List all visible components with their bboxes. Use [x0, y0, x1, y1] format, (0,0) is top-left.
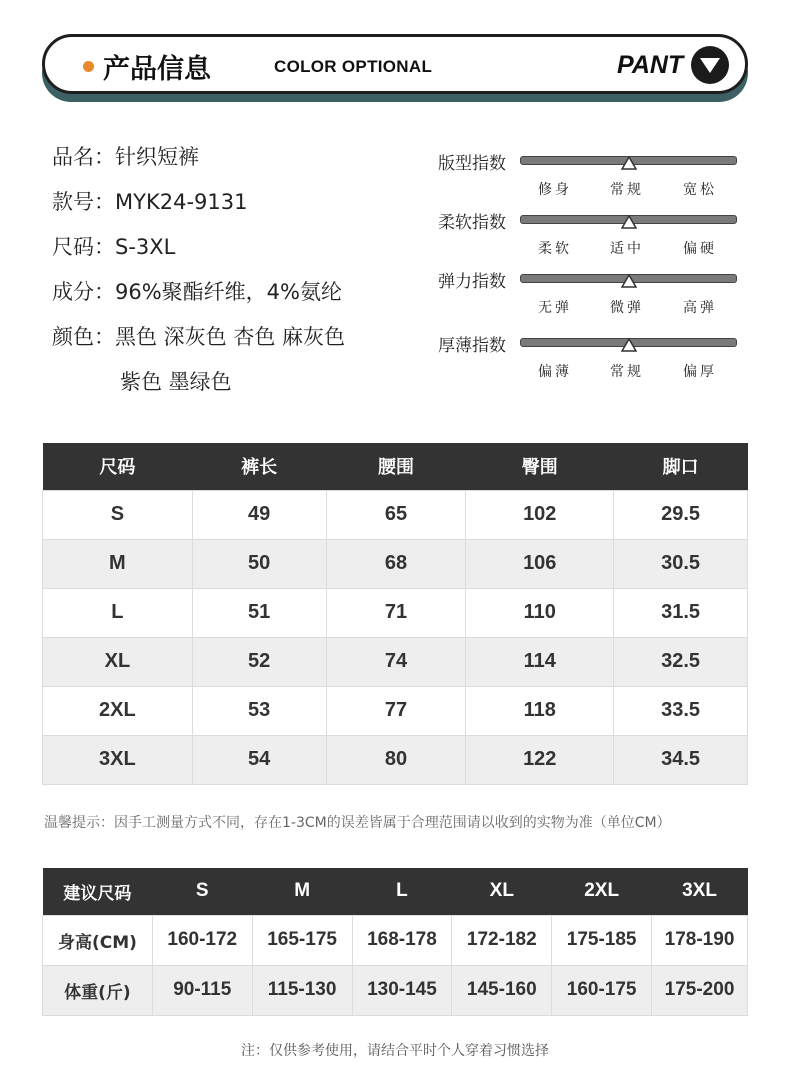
size-table [42, 443, 748, 785]
col-header: L [352, 868, 452, 915]
table-cell: 168-178 [352, 915, 452, 965]
table-cell: 34.5 [614, 735, 748, 784]
table-cell: 50 [192, 539, 326, 588]
table-cell: 160-172 [152, 915, 252, 965]
table-cell: S [43, 490, 193, 539]
col-header: 建议尺码 [43, 868, 153, 915]
table-cell: 122 [466, 735, 614, 784]
table-cell: 53 [192, 686, 326, 735]
table-cell: 130-145 [352, 965, 452, 1015]
table-cell: 2XL [43, 686, 193, 735]
product-composition-label: 成分： [52, 280, 115, 304]
footer-note: 注：仅供参考使用，请结合平时个人穿着习惯选择 [241, 1043, 549, 1059]
size-table-header [43, 443, 748, 490]
product-size-value: S-3XL [115, 235, 176, 259]
table-cell: 90-115 [152, 965, 252, 1015]
col-header: 脚口 [614, 443, 748, 490]
index-scale-mid: 微弹 [610, 300, 644, 316]
table-cell: M [43, 539, 193, 588]
bullet-dot-icon [83, 61, 94, 72]
product-model-row [52, 187, 345, 232]
col-header: S [152, 868, 252, 915]
index-scale-high: 偏厚 [683, 364, 717, 380]
table-row [43, 539, 748, 588]
section-title: 产品信息 [103, 54, 211, 85]
product-size-row [52, 232, 345, 277]
table-row [43, 588, 748, 637]
table-cell: 74 [326, 637, 466, 686]
product-name-label: 品名： [52, 145, 115, 169]
index-scale-mid: 常规 [610, 182, 644, 198]
table-cell: 77 [326, 686, 466, 735]
product-color-row [52, 322, 345, 367]
index-scale-high: 高弹 [683, 300, 717, 316]
table-cell: 32.5 [614, 637, 748, 686]
index-scale-low: 修身 [538, 182, 572, 198]
col-header: 2XL [552, 868, 652, 915]
table-row [43, 915, 748, 965]
col-header: 尺码 [43, 443, 193, 490]
index-label: 柔软指数 [438, 213, 506, 233]
col-header: XL [452, 868, 552, 915]
col-header: 臀围 [466, 443, 614, 490]
table-cell: 51 [192, 588, 326, 637]
table-cell: XL [43, 637, 193, 686]
col-header: 3XL [652, 868, 748, 915]
table-cell: 175-200 [652, 965, 748, 1015]
product-name-value: 针织短裤 [115, 145, 199, 169]
product-info [52, 142, 345, 412]
table-cell: L [43, 588, 193, 637]
table-cell: 145-160 [452, 965, 552, 1015]
col-header: M [252, 868, 352, 915]
table-row [43, 965, 748, 1015]
product-colors-line2: 紫色 墨绿色 [120, 370, 232, 394]
product-name-row [52, 142, 345, 187]
section-subtitle: COLOR OPTIONAL [274, 57, 433, 76]
index-scale-low: 柔软 [538, 241, 572, 257]
index-scale-low: 无弹 [538, 300, 572, 316]
table-cell: 33.5 [614, 686, 748, 735]
table-cell: 118 [466, 686, 614, 735]
table-cell: 175-185 [552, 915, 652, 965]
table-cell: 54 [192, 735, 326, 784]
product-color-label: 颜色： [52, 325, 115, 349]
index-scale-mid: 适中 [610, 241, 644, 257]
triangle-down-icon [691, 46, 729, 84]
index-scale-high: 偏硬 [683, 241, 717, 257]
table-cell: 3XL [43, 735, 193, 784]
table-cell: 71 [326, 588, 466, 637]
table-cell: 29.5 [614, 490, 748, 539]
table-cell: 114 [466, 637, 614, 686]
product-composition-row [52, 277, 345, 322]
section-header [42, 34, 748, 94]
index-label: 版型指数 [438, 154, 506, 174]
table-cell: 178-190 [652, 915, 748, 965]
table-cell: 165-175 [252, 915, 352, 965]
product-composition-value: 96%聚酯纤维，4%氨纶 [115, 280, 342, 304]
table-row [43, 686, 748, 735]
product-model-label: 款号： [52, 190, 115, 214]
product-colors-line1: 黑色 深灰色 杏色 麻灰色 [115, 325, 346, 349]
index-label: 厚薄指数 [438, 336, 506, 356]
recommend-table [42, 868, 748, 1016]
col-header: 腰围 [326, 443, 466, 490]
index-marker-icon [621, 338, 637, 352]
table-cell: 115-130 [252, 965, 352, 1015]
table-cell: 30.5 [614, 539, 748, 588]
table-cell: 68 [326, 539, 466, 588]
index-scale-low: 偏薄 [538, 364, 572, 380]
index-scale-high: 宽松 [683, 182, 717, 198]
index-scale-mid: 常规 [610, 364, 644, 380]
table-cell: 49 [192, 490, 326, 539]
table-row [43, 735, 748, 784]
table-cell: 身高(CM) [43, 915, 153, 965]
table-cell: 31.5 [614, 588, 748, 637]
table-cell: 102 [466, 490, 614, 539]
table-cell: 52 [192, 637, 326, 686]
recommend-table-header [43, 868, 748, 915]
category-label: PANT [617, 51, 684, 79]
table-row [43, 637, 748, 686]
table-cell: 80 [326, 735, 466, 784]
table-cell: 172-182 [452, 915, 552, 965]
table-cell: 160-175 [552, 965, 652, 1015]
measurement-note: 温馨提示：因手工测量方式不同，存在1-3CM的误差皆属于合理范围请以收到的实物为准（单位CM） [44, 815, 671, 831]
table-cell: 110 [466, 588, 614, 637]
index-label: 弹力指数 [438, 272, 506, 292]
col-header: 裤长 [192, 443, 326, 490]
index-marker-icon [621, 156, 637, 170]
product-size-label: 尺码： [52, 235, 115, 259]
product-model-value: MYK24-9131 [115, 190, 248, 214]
index-marker-icon [621, 274, 637, 288]
index-marker-icon [621, 215, 637, 229]
table-cell: 体重(斤) [43, 965, 153, 1015]
table-row [43, 490, 748, 539]
table-cell: 106 [466, 539, 614, 588]
product-color-row-2 [52, 367, 345, 412]
table-cell: 65 [326, 490, 466, 539]
